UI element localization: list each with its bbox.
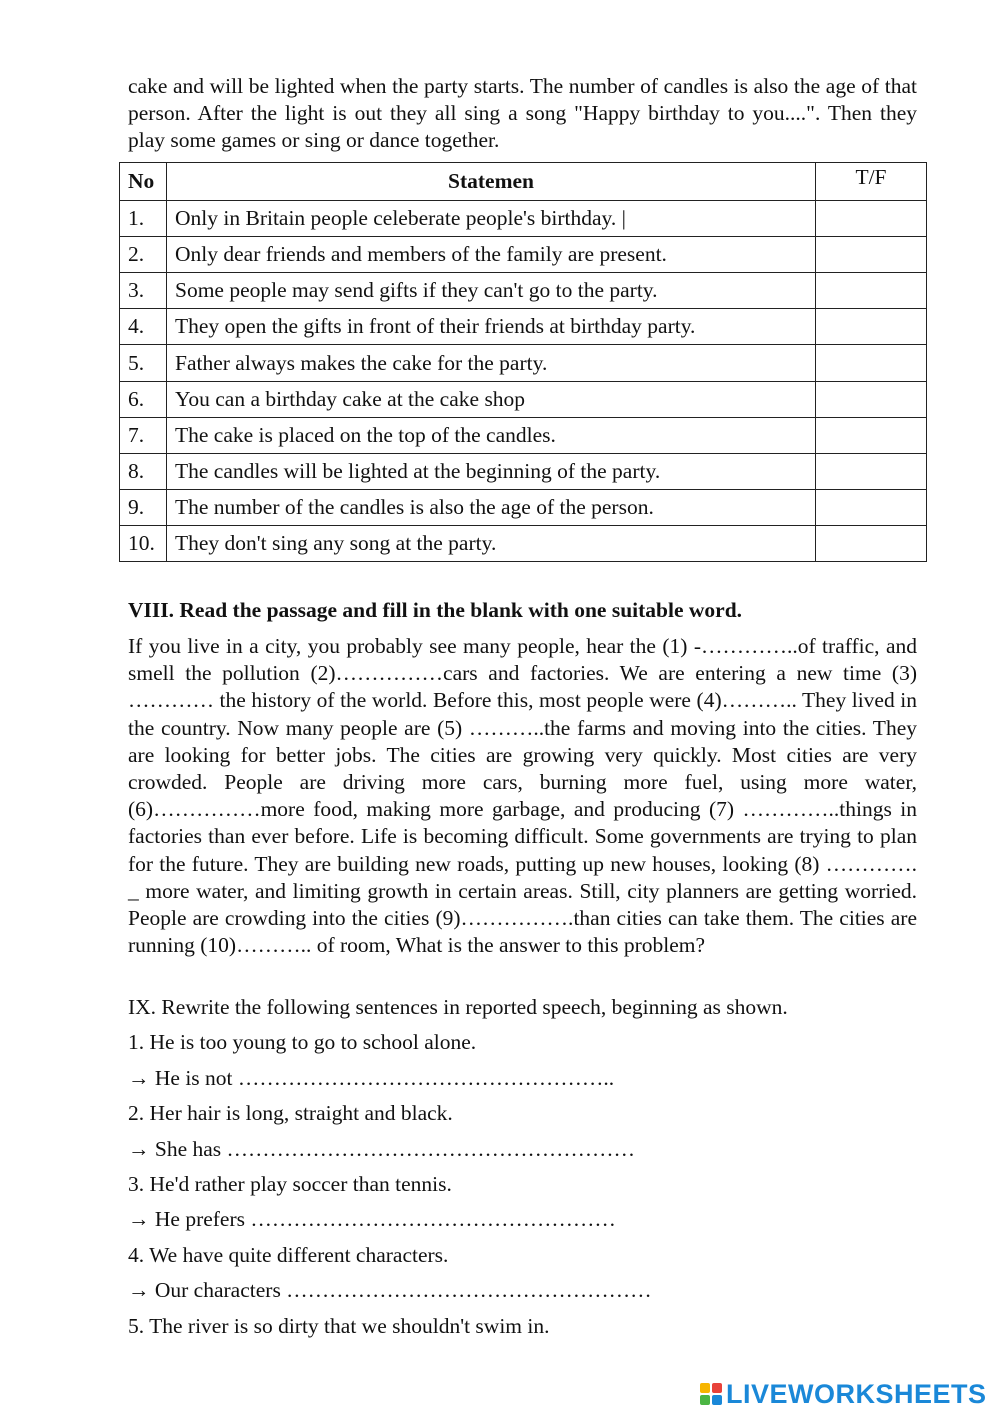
blank-3[interactable]: (3) ………… — [128, 661, 917, 713]
passage-text: more food, making more garbage, and producing — [260, 797, 709, 822]
row-statement: The number of the candles is also the age of the person. — [167, 489, 816, 525]
tf-answer-cell[interactable] — [816, 489, 927, 525]
passage-text: of traffic, and smell the pollution — [128, 634, 918, 686]
section-8-title: VIII. Read the passage and fill in the blank with one suitable word. — [128, 598, 743, 622]
passage-text: of room, What is the answer to this problem? — [311, 933, 706, 958]
logo-square-icon — [700, 1395, 710, 1405]
header-tf: T/F — [816, 163, 927, 201]
blank-8[interactable]: (8) …………. _ — [128, 851, 917, 903]
reported-speech-answer[interactable]: → He prefers …………………………………………… — [128, 1207, 616, 1232]
tf-answer-cell[interactable] — [816, 381, 927, 417]
reported-speech-answer[interactable]: → He is not …………………………………………….. — [128, 1065, 615, 1090]
intro-paragraph: cake and will be lighted when the party starts. The number of candles is also the age of that person. After the light is out they all sing a song "Happy birthday to you....". Then they play some games or sing or dance together. — [128, 74, 917, 152]
row-statement: Father always makes the cake for the party. — [167, 345, 816, 381]
table-row — [120, 525, 927, 561]
true-false-table — [119, 162, 927, 562]
passage-text: If you live in a city, you probably see many people, hear the — [128, 634, 663, 658]
row-statement: Only dear friends and members of the family are present. — [167, 237, 816, 273]
row-number: 10. — [120, 525, 167, 561]
passage-text: than cities can take them. The cities are running — [128, 906, 917, 958]
row-statement: Some people may send gifts if they can't go to the party. — [167, 273, 816, 309]
row-statement: They don't sing any song at the party. — [167, 525, 816, 561]
blank-5[interactable]: (5) ……….. — [437, 715, 545, 740]
passage-text: the farms and moving into the cities. They are looking for better jobs. The cities are growing very quickly. Most cities are very crowded. People are driving more cars, burning more fuel, using more water, — [128, 715, 917, 795]
row-number: 8. — [120, 453, 167, 489]
row-number: 1. — [120, 201, 167, 237]
blank-7[interactable]: (7) ………….. — [708, 797, 840, 822]
passage-text: cars and factories. We are entering a new time — [443, 661, 892, 686]
table-row — [120, 381, 927, 417]
logo-square-icon — [712, 1395, 722, 1405]
tf-answer-cell[interactable] — [816, 309, 927, 345]
passage-text: They lived in the country. Now many people are — [128, 688, 917, 740]
row-statement: The cake is placed on the top of the candles. — [167, 417, 816, 453]
reported-speech-answer[interactable]: → Our characters …………………………………………… — [128, 1278, 652, 1303]
row-number: 6. — [120, 381, 167, 417]
reported-speech-prompt: 4. We have quite different characters. — [128, 1242, 449, 1267]
row-statement: Only in Britain people celeberate people's birthday. | — [167, 201, 816, 237]
tf-answer-cell[interactable] — [816, 453, 927, 489]
row-statement: The candles will be lighted at the beginning of the party. — [167, 453, 816, 489]
header-no: No — [120, 163, 167, 201]
reported-speech-prompt: 2. Her hair is long, straight and black. — [128, 1101, 453, 1126]
row-statement: They open the gifts in front of their friends at birthday party. — [167, 309, 816, 345]
table-row — [120, 453, 927, 489]
blank-6[interactable]: (6)…………… — [128, 797, 261, 822]
header-statement: Statemen — [167, 163, 816, 201]
logo-square-icon — [700, 1383, 710, 1393]
row-number: 7. — [120, 417, 167, 453]
passage-text: more water, and limiting growth in certain areas. Still, city planners are getting worried. People are crowding into the cities — [128, 878, 917, 931]
blank-10[interactable]: (10)……….. — [200, 933, 312, 958]
passage-text: the history of the world. Before this, most people were — [214, 688, 697, 713]
reported-speech-prompt: 1. He is too young to go to school alone. — [128, 1030, 477, 1055]
blank-2[interactable]: (2)…………… — [310, 661, 444, 686]
tf-answer-cell[interactable] — [816, 273, 927, 309]
blank-4[interactable]: (4)……….. — [696, 688, 797, 713]
section-9-title: IX. Rewrite the following sentences in reported speech, beginning as shown. — [128, 995, 788, 1019]
brand-name: LIVEWORKSHEETS — [726, 1378, 987, 1409]
tf-answer-cell[interactable] — [816, 345, 927, 381]
logo-square-icon — [712, 1383, 722, 1393]
passage-text: things in factories than ever before. Life is becoming difficult. Some governments are trying to plan for the future. They are building new roads, putting up new houses, looking — [128, 797, 918, 876]
logo-grid-icon — [700, 1383, 722, 1405]
table-row — [120, 237, 927, 273]
reported-speech-answer[interactable]: → She has ………………………………………………… — [128, 1136, 636, 1161]
blank-1[interactable]: (1) -………….. — [662, 634, 798, 658]
row-number: 3. — [120, 273, 167, 309]
row-number: 9. — [120, 489, 167, 525]
row-number: 2. — [120, 237, 167, 273]
row-number: 5. — [120, 345, 167, 381]
tf-answer-cell[interactable] — [816, 525, 927, 561]
table-row — [120, 201, 927, 237]
table-row — [120, 309, 927, 345]
tf-answer-cell[interactable] — [816, 417, 927, 453]
table-row — [120, 417, 927, 453]
liveworksheets-logo[interactable] — [700, 1377, 987, 1411]
table-row — [120, 273, 927, 309]
row-statement: You can a birthday cake at the cake shop — [167, 381, 816, 417]
reported-speech-prompt: 3. He'd rather play soccer than tennis. — [128, 1171, 452, 1196]
section-9 — [128, 993, 917, 1347]
reported-speech-prompt: 5. The river is so dirty that we shouldn't swim in. — [128, 1313, 550, 1338]
row-number: 4. — [120, 309, 167, 345]
tf-answer-cell[interactable] — [816, 237, 927, 273]
table-row — [120, 489, 927, 525]
tf-answer-cell[interactable] — [816, 201, 927, 237]
fill-in-passage — [128, 633, 917, 959]
table-row — [120, 345, 927, 381]
table-header-row — [120, 163, 927, 201]
blank-9[interactable]: (9)……………. — [435, 906, 574, 931]
